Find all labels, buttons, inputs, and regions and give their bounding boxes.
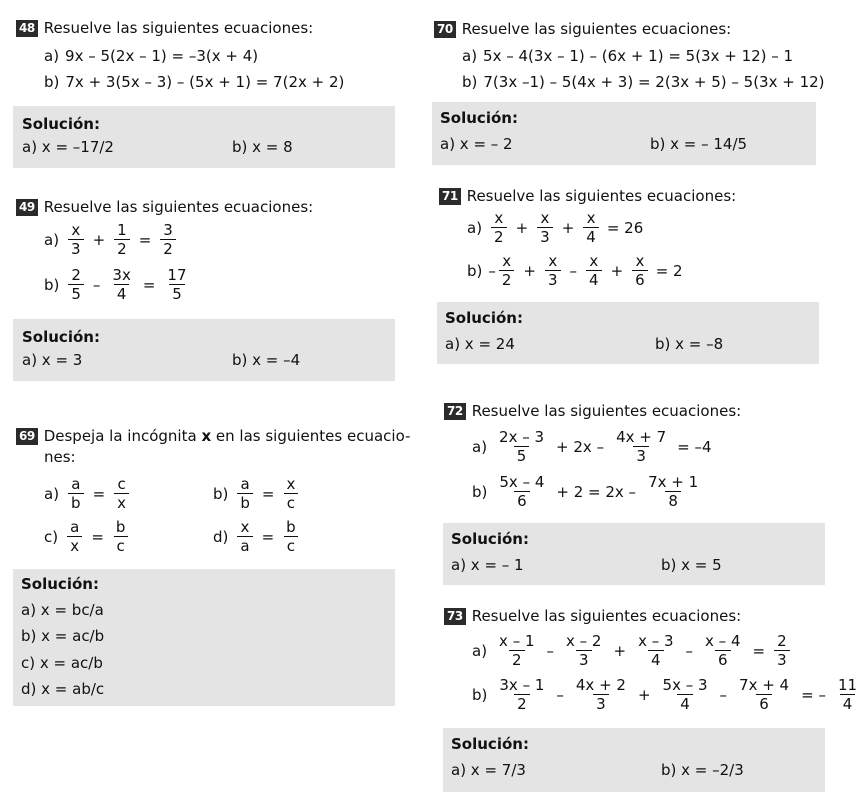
equation-text: 7x + 3(5x – 3) – (5x + 1) = 7(2x + 2) <box>65 73 345 91</box>
fraction: $\frac{b}{c}$ <box>283 519 299 554</box>
problem-49-heading <box>16 197 396 217</box>
solution-b: b) x = –8 <box>655 335 724 353</box>
instruction-continued: nes: <box>44 448 76 466</box>
solution-box-70 <box>432 102 816 165</box>
fraction: $\frac{b}{c}$ <box>113 519 129 554</box>
equation-b: b) $\frac{a}{b}$ = $\frac{x}{c}$ <box>213 476 301 511</box>
problem-48-heading <box>16 18 396 38</box>
equation-d: d) $\frac{x}{a}$ = $\frac{b}{c}$ <box>213 519 302 554</box>
solution-b: b) x = ac/b <box>21 627 105 645</box>
fraction: $\frac{1}{2}$ <box>114 222 130 257</box>
solution-title: Solución: <box>451 530 529 548</box>
solution-a: a) x = –17/2 <box>22 138 114 156</box>
problem-71-heading <box>439 186 819 206</box>
fraction: $\frac{2}{3}$ <box>774 633 790 668</box>
fraction: $\frac{x}{a}$ <box>237 519 252 554</box>
problem-number: 70 <box>434 21 456 38</box>
instruction: Resuelve las siguientes ecuaciones: <box>466 187 737 205</box>
solution-a: a) x = 7/3 <box>451 761 526 779</box>
equation-c: c) $\frac{a}{x}$ = $\frac{b}{c}$ <box>44 519 131 554</box>
solution-a: a) x = – 2 <box>440 135 513 153</box>
solution-title: Solución: <box>22 115 100 133</box>
problem-number: 71 <box>439 188 461 205</box>
problem-69 <box>16 426 411 566</box>
equation-b: b) $\frac{5x - 4}{6}$ + 2 = 2x – $\frac{7x + 1}{8}$ <box>472 474 704 509</box>
equation-a: a) $\frac{2x - 3}{5}$ + 2x – $\frac{4x + 7}{3}$ = –4 <box>472 428 712 465</box>
equation-text: 5x – 4(3x – 1) – (6x + 1) = 5(3x + 12) – 1 <box>483 47 794 65</box>
equation-b: b) – $\frac{x}{2}$ + $\frac{x}{3}$ – $\frac{x}{4}$ + $\frac{x}{6}$ = 2 <box>467 252 683 289</box>
fraction: $\frac{c}{x}$ <box>114 476 129 511</box>
fraction: $\frac{3x - 1}{2}$ <box>499 676 545 713</box>
equation-b: b) 7x + 3(5x – 3) – (5x + 1) = 7(2x + 2) <box>44 73 345 91</box>
problem-49 <box>16 197 396 317</box>
fraction: $\frac{x - 3}{4}$ <box>638 632 674 669</box>
equation-a: a) 9x – 5(2x – 1) = –3(x + 4) <box>44 47 259 65</box>
instruction: Despeja la incógnita x en las siguientes ecuacio- <box>43 427 411 445</box>
fraction: $\frac{3x}{4}$ <box>112 266 131 303</box>
solution-a: a) x = – 1 <box>451 556 524 574</box>
fraction: $\frac{a}{b}$ <box>237 476 253 511</box>
fraction: $\frac{x}{3}$ <box>545 253 561 288</box>
fraction: $\frac{a}{b}$ <box>68 476 84 511</box>
solution-box-71 <box>437 302 819 364</box>
equation-b: b) $\frac{3x - 1}{2}$ – $\frac{4x + 2}{3}$ + $\frac{5x - 3}{4}$ – $\frac{7x + 4}{6}$ = – $\frac{11}{4}$ <box>472 677 863 712</box>
solution-a: a) x = 3 <box>22 351 83 369</box>
equation-a: a) $\frac{x - 1}{2}$ – $\frac{x - 2}{3}$ + $\frac{x - 3}{4}$ – $\frac{x - 4}{6}$ = $\frac{2}{3}$ <box>472 633 793 668</box>
equation-b: b) 7(3x –1) – 5(4x + 3) = 2(3x + 5) – 5(3x + 12) <box>462 73 825 91</box>
solution-b: b) x = –2/3 <box>661 761 744 779</box>
instruction: Resuelve las siguientes ecuaciones: <box>471 402 742 420</box>
solution-b: b) x = 8 <box>232 138 293 156</box>
equation-a: a) $\frac{x}{3}$ + $\frac{1}{2}$ = $\frac{3}{2}$ <box>44 222 179 257</box>
solution-c: c) x = ac/b <box>21 654 103 672</box>
problem-number: 69 <box>16 428 38 445</box>
fraction: $\frac{x}{2}$ <box>491 210 507 245</box>
fraction: $\frac{2x - 3}{5}$ <box>499 428 545 465</box>
solution-a: a) x = bc/a <box>21 601 104 619</box>
solution-title: Solución: <box>440 109 518 127</box>
instruction: Resuelve las siguientes ecuaciones: <box>471 607 742 625</box>
solution-title: Solución: <box>451 735 529 753</box>
problem-71 <box>439 186 819 296</box>
fraction: $\frac{x}{4}$ <box>586 253 602 288</box>
instruction: Resuelve las siguientes ecuaciones: <box>43 19 314 37</box>
problem-72 <box>444 401 824 521</box>
fraction: $\frac{x - 1}{2}$ <box>499 632 535 669</box>
fraction: $\frac{x - 2}{3}$ <box>566 632 602 669</box>
fraction: $\frac{7x + 1}{8}$ <box>648 473 699 510</box>
fraction: $\frac{4x + 7}{3}$ <box>616 428 667 465</box>
problem-number: 48 <box>16 20 38 37</box>
fraction: $\frac{x}{3}$ <box>537 210 553 245</box>
equation-a: a) 5x – 4(3x – 1) – (6x + 1) = 5(3x + 12) – 1 <box>462 47 794 65</box>
instruction: Resuelve las siguientes ecuaciones: <box>461 20 732 38</box>
solution-box-73 <box>443 728 825 792</box>
equation-text: 7(3x –1) – 5(4x + 3) = 2(3x + 5) – 5(3x + 12) <box>483 73 825 91</box>
solution-title: Solución: <box>445 309 523 327</box>
fraction: $\frac{4x + 2}{3}$ <box>575 676 626 713</box>
solution-b: b) x = – 14/5 <box>650 135 748 153</box>
problem-number: 73 <box>444 608 466 625</box>
equation-a: a) $\frac{x}{2}$ + $\frac{x}{3}$ + $\frac{x}{4}$ = 26 <box>467 209 644 246</box>
solution-box-69 <box>13 569 395 706</box>
fraction: $\frac{x}{2}$ <box>499 253 515 288</box>
solution-b: b) x = 5 <box>661 556 722 574</box>
instruction: Resuelve las siguientes ecuaciones: <box>43 198 314 216</box>
fraction: $\frac{5x - 4}{6}$ <box>499 473 545 510</box>
solution-a: a) x = 24 <box>445 335 515 353</box>
problem-70-heading <box>434 19 814 39</box>
fraction: $\frac{x}{c}$ <box>283 476 298 511</box>
problem-number: 49 <box>16 199 38 216</box>
problem-70 <box>434 19 825 99</box>
solution-title: Solución: <box>21 575 99 593</box>
fraction: $\frac{a}{x}$ <box>67 519 82 554</box>
fraction: $\frac{11}{4}$ <box>837 676 858 713</box>
solution-box-49 <box>13 319 395 381</box>
equation-text: 9x – 5(2x – 1) = –3(x + 4) <box>65 47 259 65</box>
equation-b: b) $\frac{2}{5}$ – $\frac{3x}{4}$ = $\frac{17}{5}$ <box>44 267 193 302</box>
fraction: $\frac{x}{3}$ <box>68 222 84 257</box>
solution-box-72 <box>443 523 825 585</box>
problem-73-heading <box>444 606 830 626</box>
fraction: $\frac{x}{6}$ <box>632 253 648 288</box>
problem-72-heading <box>444 401 824 421</box>
fraction: $\frac{7x + 4}{6}$ <box>739 676 790 713</box>
solution-box-48 <box>13 106 395 168</box>
fraction: $\frac{x - 4}{6}$ <box>705 632 741 669</box>
fraction: $\frac{2}{5}$ <box>68 267 84 302</box>
problem-73 <box>444 606 858 726</box>
solution-b: b) x = –4 <box>232 351 301 369</box>
fraction: $\frac{5x - 3}{4}$ <box>662 676 708 713</box>
problem-69-heading <box>16 426 411 446</box>
problem-number: 72 <box>444 403 466 420</box>
fraction: $\frac{17}{5}$ <box>167 266 187 303</box>
fraction: $\frac{3}{2}$ <box>160 222 176 257</box>
solution-d: d) x = ab/c <box>21 680 105 698</box>
fraction: $\frac{x}{4}$ <box>583 210 599 245</box>
equation-a: a) $\frac{a}{b}$ = $\frac{c}{x}$ <box>44 476 132 511</box>
solution-title: Solución: <box>22 328 100 346</box>
